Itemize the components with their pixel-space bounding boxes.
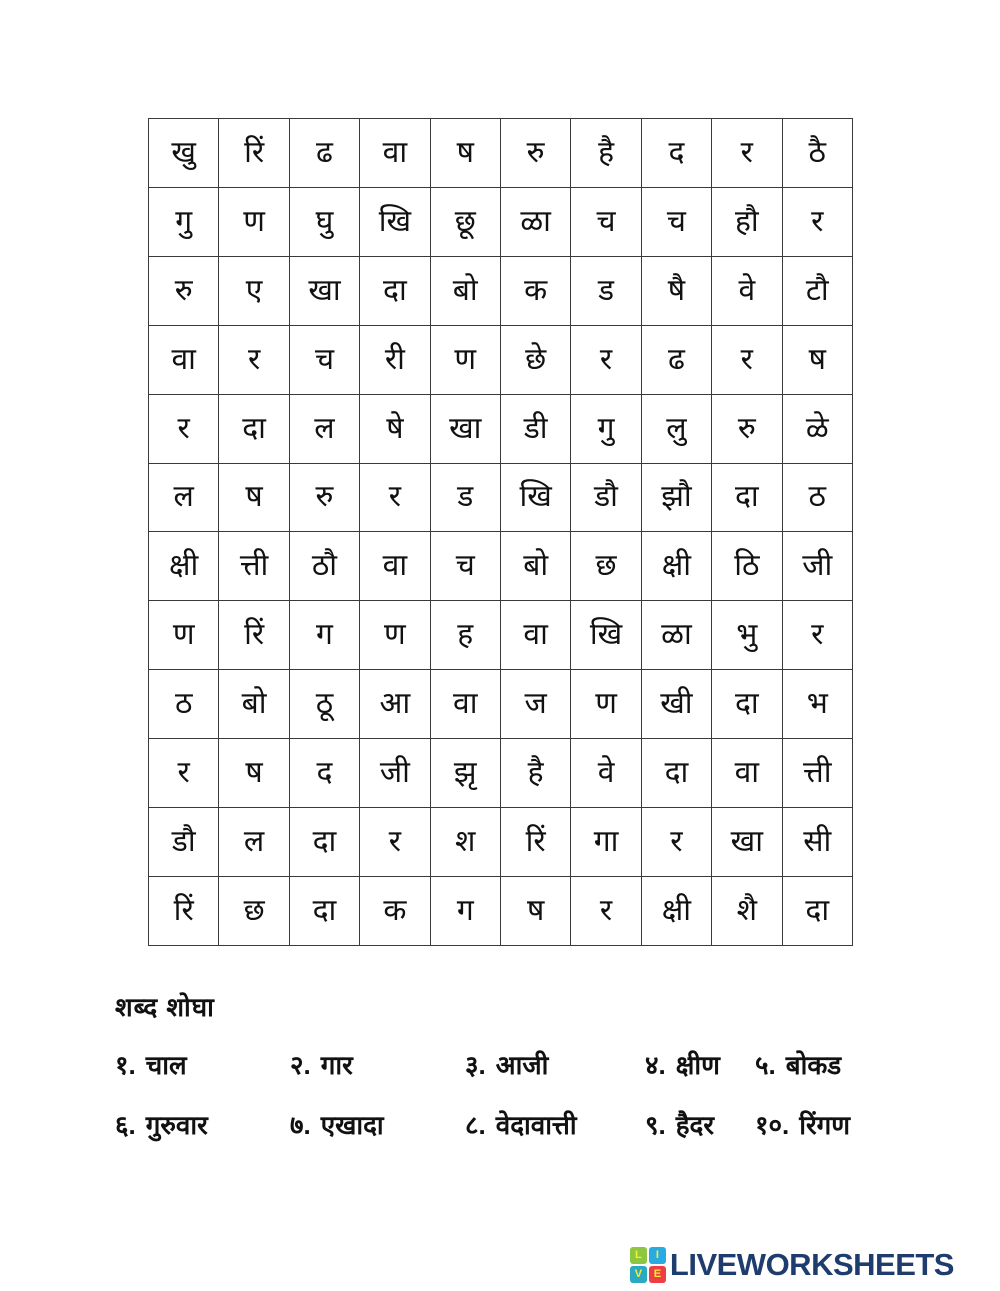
grid-cell[interactable]: दा <box>360 256 430 325</box>
grid-row <box>149 532 853 601</box>
word-item <box>755 1046 905 1082</box>
grid-cell[interactable]: र <box>782 187 852 256</box>
grid-cell[interactable]: वा <box>430 670 500 739</box>
word-text: आजी <box>495 1050 549 1080</box>
grid-cell[interactable]: बो <box>430 256 500 325</box>
grid-cell[interactable]: बो <box>219 670 289 739</box>
grid-cell[interactable]: टौ <box>782 256 852 325</box>
word-text: बोकड <box>785 1050 842 1080</box>
grid-cell[interactable]: ग <box>430 876 500 945</box>
grid-cell[interactable]: दा <box>289 876 359 945</box>
grid-row <box>149 670 853 739</box>
grid-cell[interactable]: ल <box>219 808 289 877</box>
grid-cell[interactable]: खा <box>712 808 782 877</box>
word-number: ३. <box>465 1050 486 1080</box>
grid-cell[interactable]: जी <box>360 739 430 808</box>
grid-cell[interactable]: र <box>149 739 219 808</box>
grid-cell[interactable]: वे <box>712 256 782 325</box>
word-item <box>645 1106 755 1142</box>
grid-row <box>149 739 853 808</box>
grid-cell[interactable]: श <box>430 808 500 877</box>
word-item <box>115 1106 290 1142</box>
grid-cell[interactable]: ण <box>360 601 430 670</box>
word-number: २. <box>290 1050 311 1080</box>
grid-cell[interactable]: त्ती <box>782 739 852 808</box>
word-text: एखादा <box>320 1110 384 1140</box>
grid-cell[interactable]: ढ <box>641 325 711 394</box>
grid-cell[interactable]: जी <box>782 532 852 601</box>
grid-cell[interactable]: डौ <box>149 808 219 877</box>
grid-row <box>149 187 853 256</box>
grid-cell[interactable]: ए <box>219 256 289 325</box>
grid-cell[interactable]: छू <box>430 187 500 256</box>
grid-row <box>149 876 853 945</box>
grid-cell[interactable]: ण <box>430 325 500 394</box>
grid-cell[interactable]: दा <box>219 394 289 463</box>
grid-cell[interactable]: घु <box>289 187 359 256</box>
logo-square-l: L <box>630 1247 647 1264</box>
word-item <box>645 1046 755 1082</box>
grid-cell[interactable]: ढ <box>289 119 359 188</box>
grid-cell[interactable]: छ <box>571 532 641 601</box>
grid-cell[interactable]: वा <box>712 739 782 808</box>
grid-cell[interactable]: र <box>360 808 430 877</box>
grid-cell[interactable]: शै <box>712 876 782 945</box>
grid-cell[interactable]: छ <box>219 876 289 945</box>
grid-cell[interactable]: ड <box>571 256 641 325</box>
grid-cell[interactable]: खा <box>430 394 500 463</box>
grid-cell[interactable]: ळा <box>500 187 570 256</box>
grid-cell[interactable]: ठू <box>289 670 359 739</box>
grid-cell[interactable]: ण <box>219 187 289 256</box>
grid-cell[interactable]: ष <box>782 325 852 394</box>
word-text: गुरुवार <box>145 1110 208 1140</box>
word-list-heading: शब्द शोघा <box>115 992 215 1022</box>
word-number: ८. <box>465 1110 486 1140</box>
word-number: ४. <box>645 1050 666 1080</box>
grid-cell[interactable]: क्षी <box>641 532 711 601</box>
grid-cell[interactable]: च <box>289 325 359 394</box>
grid-cell[interactable]: र <box>360 463 430 532</box>
word-item <box>290 1106 465 1142</box>
grid-cell[interactable]: गा <box>571 808 641 877</box>
grid-cell[interactable]: रिं <box>219 119 289 188</box>
word-item <box>290 1046 465 1082</box>
grid-row <box>149 601 853 670</box>
grid-cell[interactable]: ण <box>149 601 219 670</box>
word-item <box>465 1046 645 1082</box>
grid-cell[interactable]: च <box>430 532 500 601</box>
word-number: १०. <box>755 1110 790 1140</box>
grid-cell[interactable]: है <box>500 739 570 808</box>
grid-cell[interactable]: रिं <box>149 876 219 945</box>
grid-cell[interactable]: षे <box>360 394 430 463</box>
word-text: क्षीण <box>675 1050 720 1080</box>
word-text: वेदावात्ती <box>495 1110 577 1140</box>
grid-cell[interactable]: क <box>360 876 430 945</box>
grid-cell[interactable]: वे <box>571 739 641 808</box>
grid-cell[interactable]: आ <box>360 670 430 739</box>
grid-cell[interactable]: र <box>712 119 782 188</box>
grid-cell[interactable]: ज <box>500 670 570 739</box>
grid-cell[interactable]: ल <box>149 463 219 532</box>
grid-cell[interactable]: ल <box>289 394 359 463</box>
logo-square-v: V <box>630 1266 647 1283</box>
grid-cell[interactable]: रु <box>712 394 782 463</box>
grid-row <box>149 463 853 532</box>
grid-cell[interactable]: वा <box>500 601 570 670</box>
liveworksheets-grid-icon <box>630 1247 666 1283</box>
grid-cell[interactable]: र <box>571 325 641 394</box>
grid-cell[interactable]: ळा <box>641 601 711 670</box>
grid-cell[interactable]: खि <box>500 463 570 532</box>
grid-row <box>149 394 853 463</box>
word-search-grid <box>148 118 853 946</box>
grid-cell[interactable]: क <box>500 256 570 325</box>
liveworksheets-wordmark: LIVEWORKSHEETS <box>669 1247 954 1282</box>
grid-cell[interactable]: च <box>641 187 711 256</box>
grid-cell[interactable]: र <box>149 394 219 463</box>
grid-cell[interactable]: खि <box>571 601 641 670</box>
grid-cell[interactable]: र <box>782 601 852 670</box>
grid-cell[interactable]: र <box>712 325 782 394</box>
grid-cell[interactable]: वा <box>149 325 219 394</box>
grid-cell[interactable]: डी <box>500 394 570 463</box>
grid-cell[interactable]: रिं <box>219 601 289 670</box>
grid-cell[interactable]: द <box>641 119 711 188</box>
word-number: ९. <box>645 1110 666 1140</box>
grid-cell[interactable]: लु <box>641 394 711 463</box>
word-number: १. <box>115 1050 136 1080</box>
grid-cell[interactable]: ष <box>500 876 570 945</box>
grid-row <box>149 256 853 325</box>
grid-cell[interactable]: झृ <box>430 739 500 808</box>
grid-cell[interactable]: वा <box>360 119 430 188</box>
grid-cell[interactable]: ष <box>219 739 289 808</box>
grid-cell[interactable]: वा <box>360 532 430 601</box>
word-number: ६. <box>115 1110 136 1140</box>
grid-cell[interactable]: गु <box>571 394 641 463</box>
grid-cell[interactable]: दा <box>289 808 359 877</box>
grid-cell[interactable]: दा <box>782 876 852 945</box>
grid-cell[interactable]: क्षी <box>149 532 219 601</box>
grid-cell[interactable]: च <box>571 187 641 256</box>
grid-cell[interactable]: ण <box>571 670 641 739</box>
grid-cell[interactable]: बो <box>500 532 570 601</box>
logo-square-i: I <box>649 1247 666 1264</box>
logo-square-e: E <box>649 1266 666 1283</box>
grid-cell[interactable]: षै <box>641 256 711 325</box>
grid-cell[interactable]: ठै <box>782 119 852 188</box>
grid-cell[interactable]: छे <box>500 325 570 394</box>
grid-cell[interactable]: खि <box>360 187 430 256</box>
word-text: रिंगण <box>799 1110 851 1140</box>
grid-cell[interactable]: गु <box>149 187 219 256</box>
grid-cell[interactable]: दा <box>712 463 782 532</box>
word-item <box>755 1106 905 1142</box>
grid-cell[interactable]: ड <box>430 463 500 532</box>
word-item <box>115 1046 290 1082</box>
grid-cell[interactable]: रिं <box>500 808 570 877</box>
grid-cell[interactable]: द <box>289 739 359 808</box>
grid-cell[interactable]: ग <box>289 601 359 670</box>
grid-cell[interactable]: ष <box>219 463 289 532</box>
grid-cell[interactable]: खी <box>641 670 711 739</box>
grid-cell[interactable]: दा <box>641 739 711 808</box>
word-item <box>465 1106 645 1142</box>
grid-cell[interactable]: ह <box>430 601 500 670</box>
grid-cell[interactable]: हौ <box>712 187 782 256</box>
grid-cell[interactable]: ळे <box>782 394 852 463</box>
grid-cell[interactable]: र <box>571 876 641 945</box>
grid-cell[interactable]: खु <box>149 119 219 188</box>
word-text: गार <box>320 1050 353 1080</box>
grid-body <box>149 119 853 946</box>
grid-cell[interactable]: री <box>360 325 430 394</box>
grid-cell[interactable]: खा <box>289 256 359 325</box>
grid-cell[interactable]: रु <box>500 119 570 188</box>
grid-cell[interactable]: ठ <box>782 463 852 532</box>
grid-cell[interactable]: भु <box>712 601 782 670</box>
grid-cell[interactable]: झौ <box>641 463 711 532</box>
grid-row <box>149 119 853 188</box>
grid-cell[interactable]: सी <box>782 808 852 877</box>
grid-cell[interactable]: भ <box>782 670 852 739</box>
grid-cell[interactable]: है <box>571 119 641 188</box>
word-list <box>115 1046 905 1142</box>
grid-cell[interactable]: क्षी <box>641 876 711 945</box>
word-number: ५. <box>755 1050 776 1080</box>
grid-row <box>149 325 853 394</box>
word-number: ७. <box>290 1110 311 1140</box>
grid-cell[interactable]: ठि <box>712 532 782 601</box>
liveworksheets-logo <box>630 1247 954 1283</box>
word-text: हैदर <box>675 1110 714 1140</box>
grid-cell[interactable]: दा <box>712 670 782 739</box>
grid-cell[interactable]: र <box>219 325 289 394</box>
grid-cell[interactable]: र <box>641 808 711 877</box>
grid-cell[interactable]: डौ <box>571 463 641 532</box>
grid-cell[interactable]: ठ <box>149 670 219 739</box>
grid-cell[interactable]: ष <box>430 119 500 188</box>
grid-cell[interactable]: त्ती <box>219 532 289 601</box>
grid-cell[interactable]: ठौ <box>289 532 359 601</box>
word-text: चाल <box>145 1050 187 1080</box>
grid-row <box>149 808 853 877</box>
grid-cell[interactable]: रु <box>149 256 219 325</box>
grid-cell[interactable]: रु <box>289 463 359 532</box>
